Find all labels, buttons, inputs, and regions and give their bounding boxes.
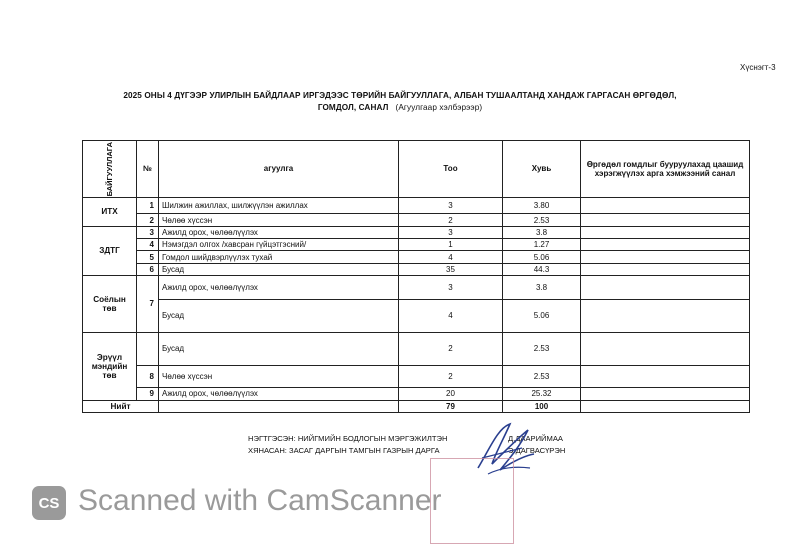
row-percent: 5.06 — [503, 251, 581, 263]
table-row — [83, 332, 750, 365]
header-measures: Өргөдөл гомдлыг бууруулахад цаашид хэрэгжүүлэх арга хэмжээний санал — [581, 141, 750, 198]
table-row — [83, 251, 750, 263]
row-percent: 2.53 — [503, 332, 581, 365]
group-itkh: ИТХ — [83, 197, 137, 226]
total-count: 79 — [399, 400, 503, 412]
row-no: 8 — [137, 365, 159, 388]
row-no: 4 — [137, 239, 159, 251]
row-count: 20 — [399, 388, 503, 400]
table-row — [83, 365, 750, 388]
row-content: Бусад — [159, 263, 399, 275]
row-content: Ажилд орох, чөлөөлүүлэх — [159, 226, 399, 238]
row-content: Гомдол шийдвэрлүүлэх тухай — [159, 251, 399, 263]
group-soyol: Соёлын төв — [83, 276, 137, 333]
title-line-1: 2025 ОНЫ 4 ДҮГЭЭР УЛИРЛЫН БАЙДЛААР ИРГЭДЭЭС ТӨРИЙН БАЙГУУЛЛАГА, АЛБАН ТУШААЛТАНД ХАНДАЖ ГАРГАСАН ӨРГӨДӨЛ, — [123, 91, 677, 100]
row-percent: 1.27 — [503, 239, 581, 251]
table-row — [83, 388, 750, 400]
prepared-label: НЭГТГЭСЭН: НИЙГМИЙН БОДЛОГЫН МЭРГЭЖИЛТЭН — [248, 434, 448, 443]
camscanner-logo-icon: CS — [32, 486, 66, 520]
row-content: Шилжин ажиллах, шилжүүлэн ажиллах — [159, 197, 399, 213]
total-content — [159, 400, 399, 412]
row-percent: 25.32 — [503, 388, 581, 400]
row-percent: 3.80 — [503, 197, 581, 213]
row-no: 2 — [137, 214, 159, 226]
row-measures — [581, 239, 750, 251]
group-eruul: Эрүүл мэндийн төв — [83, 332, 137, 400]
row-no: 9 — [137, 388, 159, 400]
total-row — [83, 400, 750, 412]
row-percent: 3.8 — [503, 226, 581, 238]
total-measures — [581, 400, 750, 412]
row-percent: 5.06 — [503, 299, 581, 332]
annex-label: Хүснэгт-3 — [740, 63, 776, 72]
header-org: БАЙГУУЛЛАГА — [83, 141, 137, 198]
row-no: 3 — [137, 226, 159, 238]
table-row — [83, 276, 750, 300]
row-measures — [581, 263, 750, 275]
row-no: 7 — [137, 276, 159, 333]
row-no: 1 — [137, 197, 159, 213]
table-row — [83, 263, 750, 275]
row-count: 4 — [399, 251, 503, 263]
table-row — [83, 214, 750, 226]
row-content: Чөлөө хүссэн — [159, 365, 399, 388]
title-line-2-main: ГОМДОЛ, САНАЛ — [317, 103, 389, 112]
total-label: Нийт — [83, 400, 159, 412]
header-content: агуулга — [159, 141, 399, 198]
row-percent: 2.53 — [503, 365, 581, 388]
complaints-table — [82, 140, 749, 413]
document-title — [50, 90, 750, 114]
row-no: 5 — [137, 251, 159, 263]
checked-label: ХЯНАСАН: ЗАСАГ ДАРГЫН ТАМГЫН ГАЗРЫН ДАРГА — [248, 446, 440, 455]
signature-block — [248, 433, 566, 457]
row-count: 4 — [399, 299, 503, 332]
row-measures — [581, 388, 750, 400]
header-percent: Хувь — [503, 141, 581, 198]
row-measures — [581, 276, 750, 300]
row-percent: 44.3 — [503, 263, 581, 275]
row-count: 3 — [399, 276, 503, 300]
row-count: 2 — [399, 214, 503, 226]
row-measures — [581, 332, 750, 365]
row-content: Ажилд орох, чөлөөлүүлэх — [159, 388, 399, 400]
row-count: 1 — [399, 239, 503, 251]
row-content: Нэмэгдэл олгох /хавсран гүйцэтгэсний/ — [159, 239, 399, 251]
row-measures — [581, 214, 750, 226]
prepared-name: Д.ДААРИЙМАА — [508, 434, 563, 443]
table-row — [83, 239, 750, 251]
row-percent: 2.53 — [503, 214, 581, 226]
row-measures — [581, 197, 750, 213]
row-no — [137, 332, 159, 365]
row-no: 6 — [137, 263, 159, 275]
header-row — [83, 141, 750, 198]
title-line-2-sub: (Агуулгаар хэлбэрээр) — [395, 103, 483, 112]
row-content: Чөлөө хүссэн — [159, 214, 399, 226]
row-count: 3 — [399, 197, 503, 213]
header-no: № — [137, 141, 159, 198]
row-percent: 3.8 — [503, 276, 581, 300]
row-measures — [581, 365, 750, 388]
table-row — [83, 299, 750, 332]
table-row — [83, 226, 750, 238]
row-count: 35 — [399, 263, 503, 275]
group-zdtg: ЗДТГ — [83, 226, 137, 275]
header-count: Тоо — [399, 141, 503, 198]
title-line-2 — [50, 102, 750, 114]
row-content: Ажилд орох, чөлөөлүүлэх — [159, 276, 399, 300]
row-content: Бусад — [159, 299, 399, 332]
row-measures — [581, 299, 750, 332]
row-count: 3 — [399, 226, 503, 238]
row-count: 2 — [399, 365, 503, 388]
total-percent: 100 — [503, 400, 581, 412]
row-measures — [581, 251, 750, 263]
row-count: 2 — [399, 332, 503, 365]
row-content: Бусад — [159, 332, 399, 365]
row-measures — [581, 226, 750, 238]
camscanner-text: Scanned with CamScanner — [78, 484, 442, 517]
checked-name: Э.ДАГВАСҮРЭН — [508, 446, 566, 455]
table-row — [83, 197, 750, 213]
